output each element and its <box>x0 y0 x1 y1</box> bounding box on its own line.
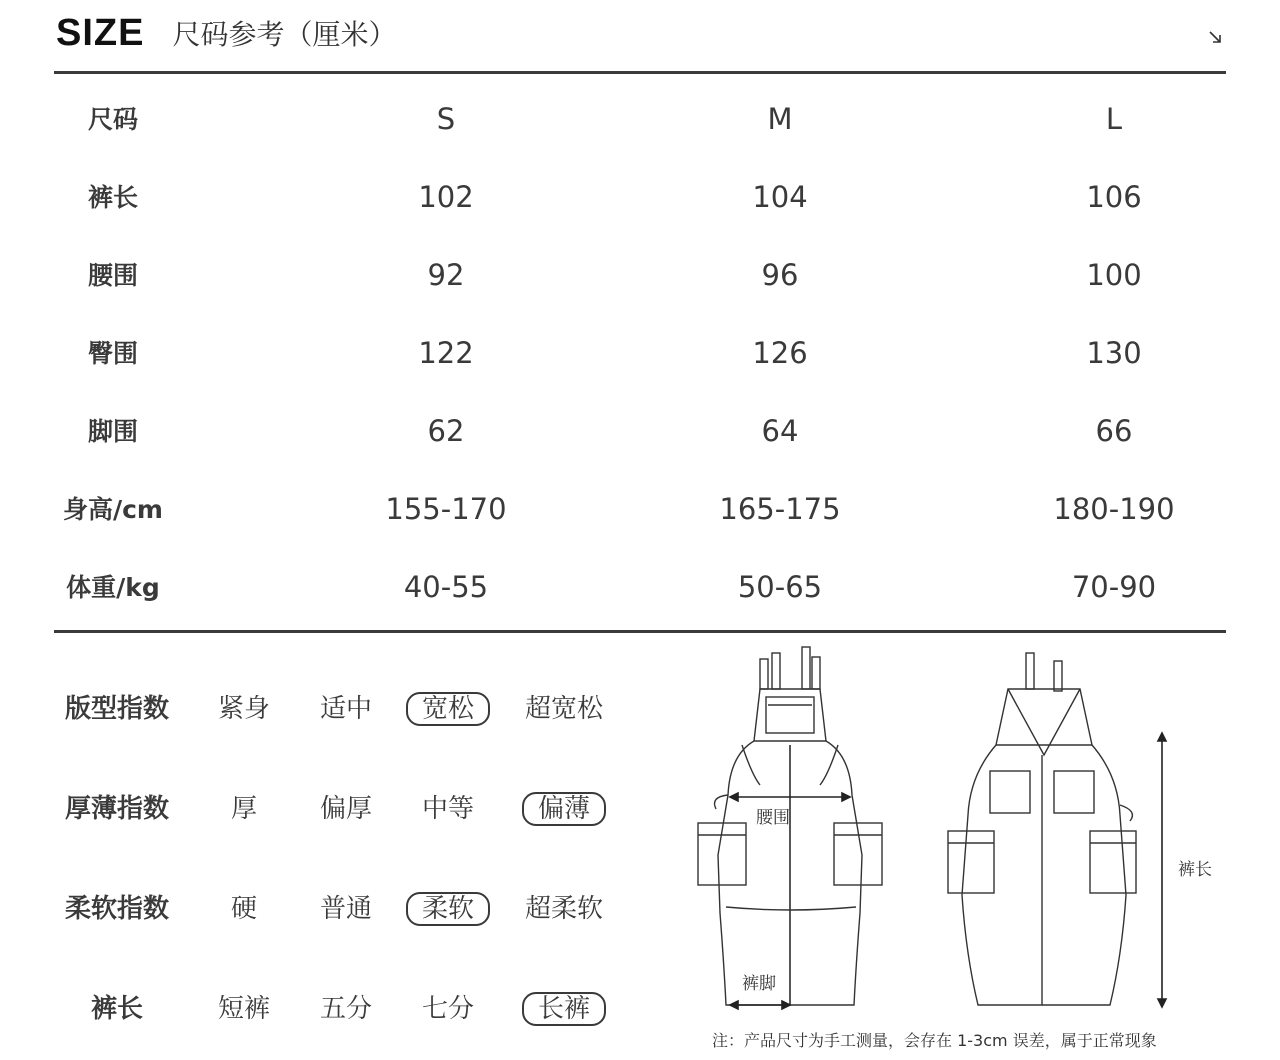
table-row <box>54 390 1226 468</box>
index-option: 超宽松 <box>524 694 603 724</box>
cell-m: 165-175 <box>719 492 841 526</box>
index-option: 中等 <box>421 794 474 824</box>
middle-divider <box>54 630 1226 633</box>
index-option: 五分 <box>319 994 372 1024</box>
arrow-down-right-icon <box>1208 30 1222 44</box>
index-option-selected: 长裤 <box>514 988 614 1025</box>
title-cn: 尺码参考（厘米） <box>172 18 397 51</box>
length-label: 裤长 <box>1178 860 1212 880</box>
index-option: 偏厚 <box>319 794 372 824</box>
title-en: SIZE <box>56 11 145 54</box>
index-option: 厚 <box>230 794 257 824</box>
size-m: M <box>767 102 793 136</box>
cell-l: 130 <box>1086 336 1142 370</box>
index-option: 适中 <box>319 694 372 724</box>
index-option: 普通 <box>319 894 372 924</box>
cell-l: 106 <box>1086 180 1142 214</box>
cell-l: 100 <box>1086 258 1142 292</box>
size-l: L <box>1105 102 1123 136</box>
index-option-selected: 柔软 <box>398 888 498 925</box>
measurement-note: 注：产品尺寸为手工测量，会存在 1-3cm 误差，属于正常现象 <box>712 1031 1157 1050</box>
size-s: S <box>436 102 456 136</box>
softness-index-row <box>54 886 654 926</box>
cell-m: 64 <box>761 414 799 448</box>
table-row <box>54 156 1226 234</box>
index-label: 版型指数 <box>64 694 169 724</box>
index-label: 柔软指数 <box>64 894 169 924</box>
cell-s: 40-55 <box>403 570 489 604</box>
cell-l: 70-90 <box>1071 570 1157 604</box>
row-label: 腰围 <box>87 261 138 290</box>
table-row <box>54 546 1226 624</box>
top-divider <box>54 71 1226 74</box>
length-index-row <box>54 986 654 1026</box>
waist-label: 腰围 <box>756 808 790 828</box>
row-label: 脚围 <box>87 417 138 446</box>
cell-s: 102 <box>418 180 474 214</box>
row-label: 臀围 <box>87 339 138 368</box>
cell-m: 126 <box>752 336 808 370</box>
cell-m: 96 <box>761 258 799 292</box>
index-option-selected: 宽松 <box>398 688 498 725</box>
cell-s: 122 <box>418 336 474 370</box>
header-label: 尺码 <box>87 105 138 134</box>
index-label: 裤长 <box>90 994 143 1024</box>
cell-m: 104 <box>752 180 808 214</box>
cell-m: 50-65 <box>737 570 823 604</box>
row-label: 裤长 <box>87 183 138 212</box>
index-option: 超柔软 <box>524 894 603 924</box>
cell-s: 62 <box>427 414 465 448</box>
index-option: 短裤 <box>217 994 270 1024</box>
index-label: 厚薄指数 <box>64 794 169 824</box>
garment-diagram <box>690 645 1230 1030</box>
fit-index-row <box>54 686 654 726</box>
index-option: 紧身 <box>217 694 270 724</box>
hem-label: 裤脚 <box>742 974 776 994</box>
cell-s: 155-170 <box>385 492 507 526</box>
table-row <box>54 234 1226 312</box>
index-option: 硬 <box>230 894 257 924</box>
table-header-row <box>54 78 1226 156</box>
row-label: 体重/kg <box>66 573 160 602</box>
table-row <box>54 312 1226 390</box>
index-option: 七分 <box>421 994 474 1024</box>
page-title <box>56 8 396 58</box>
cell-s: 92 <box>427 258 465 292</box>
index-option-selected: 偏薄 <box>514 788 614 825</box>
row-label: 身高/cm <box>62 495 163 524</box>
thickness-index-row <box>54 786 654 826</box>
cell-l: 66 <box>1095 414 1133 448</box>
table-row <box>54 468 1226 546</box>
cell-l: 180-190 <box>1053 492 1175 526</box>
